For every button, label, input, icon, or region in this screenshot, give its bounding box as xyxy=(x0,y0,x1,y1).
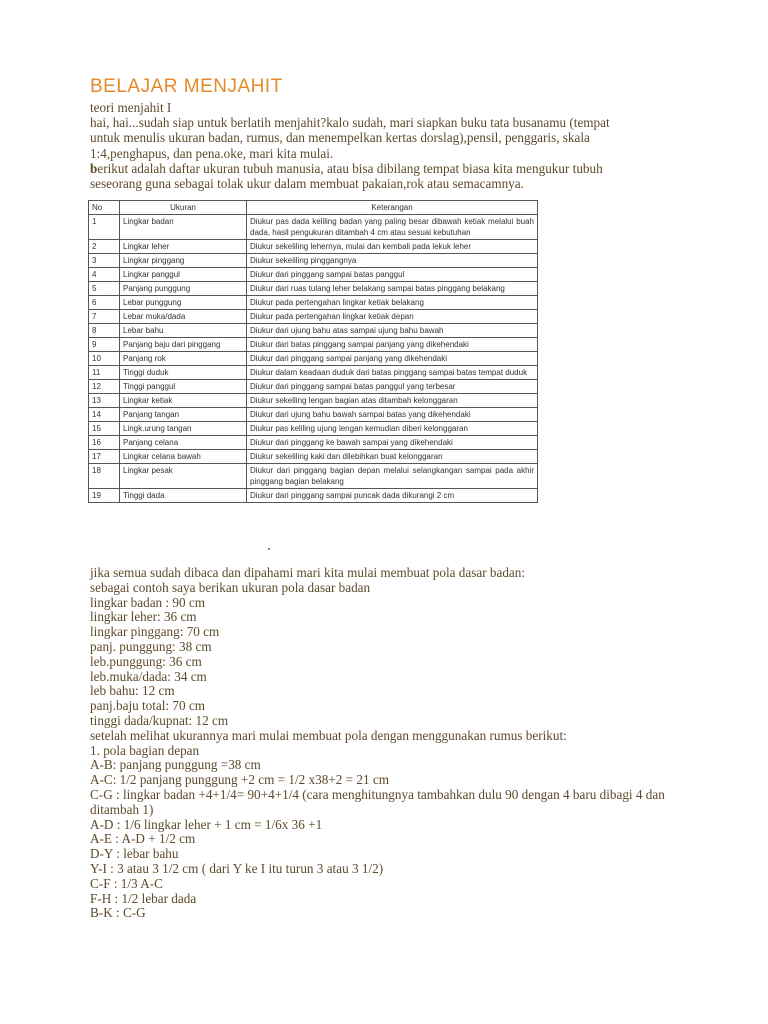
cell-no: 19 xyxy=(89,489,120,503)
intro-paragraph xyxy=(90,100,690,191)
intro-line: 1:4,penghapus, dan pena.oke, mari kita mulai. xyxy=(90,145,334,161)
cell-ukuran: Lingkar panggul xyxy=(120,268,247,282)
cell-keterangan: Diukur pas keliling ujung lengan kemudian diberi kelonggaran xyxy=(247,422,538,436)
intro-line: teori menjahit I xyxy=(90,100,172,115)
cell-ukuran: Tinggi dada xyxy=(120,489,247,503)
cell-no: 15 xyxy=(89,422,120,436)
cell-no: 8 xyxy=(89,324,120,338)
cell-no: 5 xyxy=(89,282,120,296)
header-keterangan: Keterangan xyxy=(247,201,538,215)
page-title: BELAJAR MENJAHIT xyxy=(90,76,283,97)
cell-keterangan: Diukur dari ruas tulang leher belakang sampai batas pinggang belakang xyxy=(247,282,538,296)
text-line: lingkar leher: 36 cm xyxy=(90,609,197,625)
intro-line: seseorang guna sebagai tolak ukur dalam membuat pakaian,rok atau semacamnya. xyxy=(90,176,524,192)
intro-line-text: erikut adalah daftar ukuran tubuh manusia, atau bisa dibilang tempat biasa kita mengukur tubuh xyxy=(97,160,603,176)
cell-keterangan: Diukur dari pinggang sampai batas panggul xyxy=(247,268,538,282)
text-line: Y-I : 3 atau 3 1/2 cm ( dari Y ke I itu turun 3 atau 3 1/2) xyxy=(90,860,384,876)
cell-no: 9 xyxy=(89,338,120,352)
cell-keterangan: Diukur dari ujung bahu atas sampai ujung bahu bawah xyxy=(247,324,538,338)
text-line: panj.baju total: 70 cm xyxy=(90,698,205,714)
cell-no: 10 xyxy=(89,352,120,366)
text-line: leb bahu: 12 cm xyxy=(90,683,175,699)
cell-ukuran: Panjang baju dari pinggang xyxy=(120,338,247,352)
cell-ukuran: Panjang punggung xyxy=(120,282,247,296)
cell-no: 1 xyxy=(89,215,120,240)
cell-keterangan: Diukur sekeliling lehernya, mulai dan kembali pada lekuk leher xyxy=(247,240,538,254)
cell-no: 14 xyxy=(89,408,120,422)
table-row xyxy=(89,268,538,282)
cell-keterangan: Diukur pas dada keliling badan yang paling besar dibawah ketiak melalui buah dada, hasil pengukuran ditambah 4 cm atau sesuai kebutuhan xyxy=(247,215,538,240)
table-row xyxy=(89,240,538,254)
cell-ukuran: Lingkar leher xyxy=(120,240,247,254)
cell-ukuran: Panjang tangan xyxy=(120,408,247,422)
cell-keterangan: Diukur dari pinggang sampai batas panggul yang terbesar xyxy=(247,380,538,394)
cell-no: 7 xyxy=(89,310,120,324)
header-no: No xyxy=(89,201,120,215)
cell-ukuran: Lingkar celana bawah xyxy=(120,450,247,464)
cell-keterangan: Diukur sekelling lengan bagian atas ditambah kelonggaran xyxy=(247,394,538,408)
cell-ukuran: Lingkar ketiak xyxy=(120,394,247,408)
cell-ukuran: Lingk.urung tangan xyxy=(120,422,247,436)
cell-keterangan: Diukur dari ujung bahu bawah sampai batas yang dikehendaki xyxy=(247,408,538,422)
cell-keterangan: Diukur dari pinggang sampai panjang yang dikehendaki xyxy=(247,352,538,366)
table-row xyxy=(89,324,538,338)
cell-keterangan: Diukur pada pertengahan lingkar ketiak depan xyxy=(247,310,538,324)
text-line: A-D : 1/6 lingkar leher + 1 cm = 1/6x 36 +1 xyxy=(90,816,323,832)
table-row xyxy=(89,436,538,450)
intro-line xyxy=(90,161,690,176)
cell-ukuran: Tinggi duduk xyxy=(120,366,247,380)
cell-ukuran: Lingkar badan xyxy=(120,215,247,240)
table-row xyxy=(89,338,538,352)
text-line: lingkar badan : 90 cm xyxy=(90,594,205,610)
cell-keterangan: Diukur dari pinggang sampai puncak dada dikurangi 2 cm xyxy=(247,489,538,503)
pattern-instructions xyxy=(90,566,690,921)
table-row xyxy=(89,394,538,408)
cell-keterangan: Diukur dari pinggang bagian depan melalui selangkangan sampai pada akhir pinggang bagian belakang xyxy=(247,464,538,489)
text-line: D-Y : lebar bahu xyxy=(90,846,179,862)
table-row xyxy=(89,422,538,436)
text-line: 1. pola bagian depan xyxy=(90,742,200,758)
cell-keterangan: Diukur dari pinggang ke bawah sampai yang dikehendaki xyxy=(247,436,538,450)
text-line: A-C: 1/2 panjang punggung +2 cm = 1/2 x38+2 = 21 cm xyxy=(90,772,389,788)
cell-ukuran: Lebar punggung xyxy=(120,296,247,310)
header-ukuran: Ukuran xyxy=(120,201,247,215)
cell-keterangan: Diukur dari batas pinggang sampai panjang yang dikehendaki xyxy=(247,338,538,352)
cell-no: 16 xyxy=(89,436,120,450)
text-line: leb.muka/dada: 34 cm xyxy=(90,668,207,684)
cell-no: 2 xyxy=(89,240,120,254)
text-line: jika semua sudah dibaca dan dipahami mari kita mulai membuat pola dasar badan: xyxy=(90,565,526,580)
cell-no: 13 xyxy=(89,394,120,408)
intro-line: untuk menulis ukuran badan, rumus, dan menempelkan kertas dorslag),pensil, penggaris, skala xyxy=(90,130,590,146)
text-line: setelah melihat ukurannya mari mulai membuat pola dengan menggunakan rumus berikut: xyxy=(90,727,567,743)
text-line: C-F : 1/3 A-C xyxy=(90,875,163,891)
table-header-row xyxy=(89,201,538,215)
bold-letter: b xyxy=(90,160,98,176)
cell-keterangan: Diukur sekeliling kaki dan dilebihkan buat kelonggaran xyxy=(247,450,538,464)
table-row xyxy=(89,296,538,310)
cell-no: 12 xyxy=(89,380,120,394)
text-line: C-G : lingkar badan +4+1/4= 90+4+1/4 (cara menghitungnya tambahkan dulu 90 dengan 4 baru dibagi 4 dan ditambah 1) xyxy=(90,786,665,817)
stray-mark xyxy=(268,548,270,550)
cell-ukuran: Panjang celana xyxy=(120,436,247,450)
table-row xyxy=(89,450,538,464)
intro-line: hai, hai...sudah siap untuk berlatih menjahit?kalo sudah, mari siapkan buku tata busanamu (tempat xyxy=(90,115,610,131)
table-row xyxy=(89,310,538,324)
measurement-table xyxy=(88,200,538,503)
cell-keterangan: Diukur dalam keadaan duduk dari batas pinggang sampai batas tempat duduk xyxy=(247,366,538,380)
cell-ukuran: Lingkar pesak xyxy=(120,464,247,489)
text-line: leb.punggung: 36 cm xyxy=(90,653,202,669)
cell-no: 3 xyxy=(89,254,120,268)
table-row xyxy=(89,215,538,240)
cell-ukuran: Lebar bahu xyxy=(120,324,247,338)
table-row xyxy=(89,489,538,503)
table-row xyxy=(89,380,538,394)
table-row xyxy=(89,254,538,268)
cell-ukuran: Lebar muka/dada xyxy=(120,310,247,324)
cell-ukuran: Tinggi panggul xyxy=(120,380,247,394)
cell-no: 4 xyxy=(89,268,120,282)
text-line: B-K : C-G xyxy=(90,905,146,921)
cell-keterangan: Diukur sekeliling pinggangnya xyxy=(247,254,538,268)
text-line: F-H : 1/2 lebar dada xyxy=(90,890,197,906)
text-line: A-B: panjang punggung =38 cm xyxy=(90,757,261,773)
cell-no: 6 xyxy=(89,296,120,310)
text-line: lingkar pinggang: 70 cm xyxy=(90,624,220,640)
text-line: A-E : A-D + 1/2 cm xyxy=(90,831,196,847)
text-line: sebagai contoh saya berikan ukuran pola dasar badan xyxy=(90,579,371,595)
cell-no: 11 xyxy=(89,366,120,380)
cell-no: 17 xyxy=(89,450,120,464)
cell-ukuran: Lingkar pinggang xyxy=(120,254,247,268)
cell-ukuran: Panjang rok xyxy=(120,352,247,366)
cell-keterangan: Diukur pada pertengahan lingkar ketiak belakang xyxy=(247,296,538,310)
table-row xyxy=(89,282,538,296)
table-row xyxy=(89,366,538,380)
text-line: panj. punggung: 38 cm xyxy=(90,638,212,654)
cell-no: 18 xyxy=(89,464,120,489)
table-row xyxy=(89,408,538,422)
table-row xyxy=(89,464,538,489)
table-row xyxy=(89,352,538,366)
text-line: tinggi dada/kupnat: 12 cm xyxy=(90,712,229,728)
